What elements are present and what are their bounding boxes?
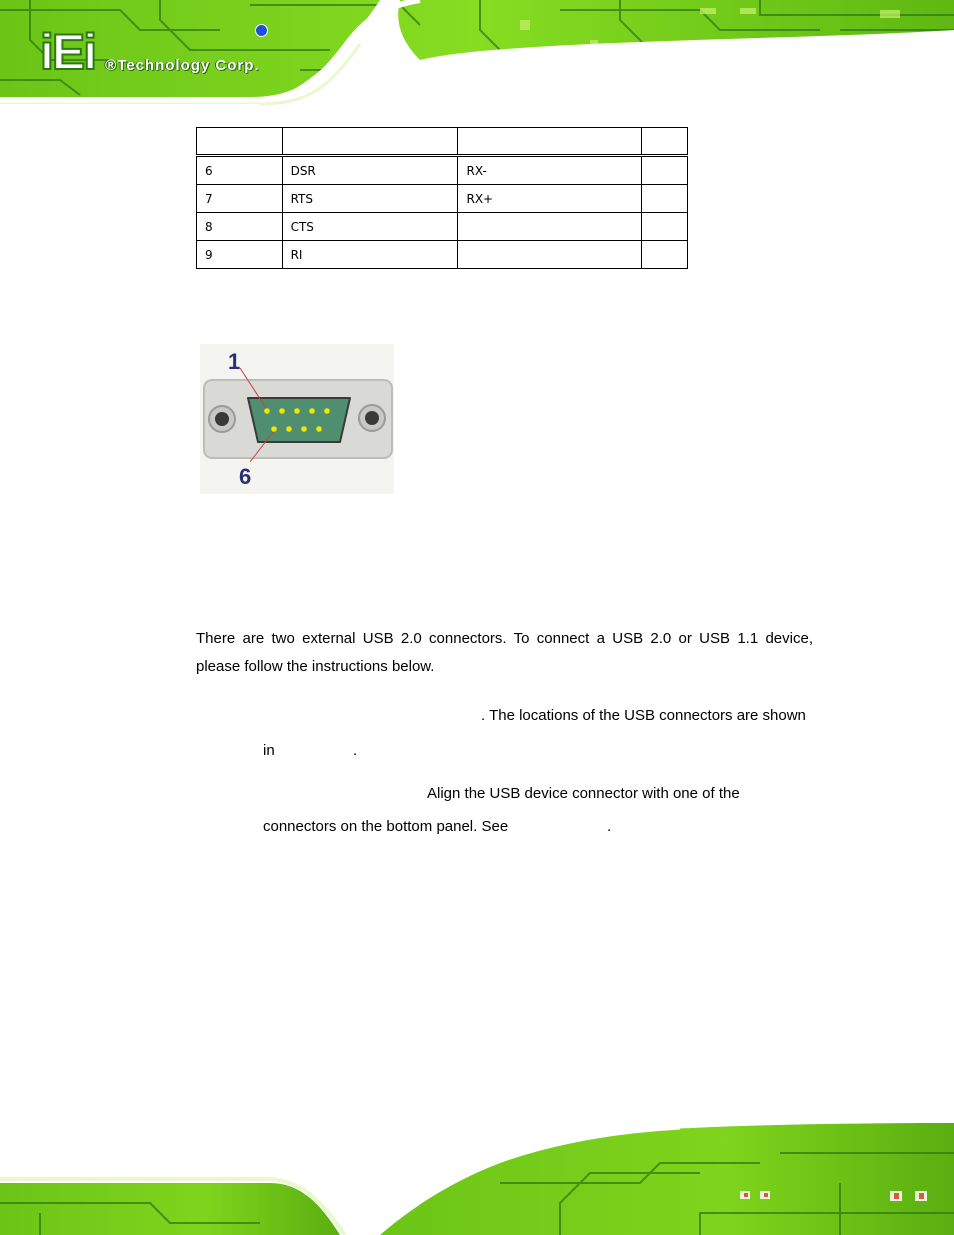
step1-text-in: in bbox=[263, 742, 275, 759]
serial-pinout-table bbox=[196, 127, 688, 269]
step2-text-period: . bbox=[607, 818, 612, 835]
table-cell bbox=[641, 185, 687, 213]
logo-dot-icon bbox=[255, 24, 268, 37]
circuit-board-footer bbox=[0, 1123, 954, 1235]
table-cell: RX- bbox=[458, 156, 641, 185]
db9-connector-figure bbox=[200, 344, 394, 494]
table-cell: 6 bbox=[197, 156, 283, 185]
table-cell bbox=[641, 156, 687, 185]
company-logo bbox=[40, 24, 260, 80]
table-header-cell bbox=[282, 128, 458, 156]
table-cell: RX+ bbox=[458, 185, 641, 213]
table-row bbox=[197, 156, 688, 185]
step1-text-period: . bbox=[353, 742, 358, 759]
table-cell: DSR bbox=[282, 156, 458, 185]
table-header-cell bbox=[458, 128, 641, 156]
table-cell bbox=[458, 241, 641, 269]
table-row bbox=[197, 185, 688, 213]
table-cell: 9 bbox=[197, 241, 283, 269]
table-row bbox=[197, 213, 688, 241]
step2-text-connectors: connectors on the bottom panel. See bbox=[263, 818, 509, 835]
table-header-row bbox=[197, 128, 688, 156]
logo-subtitle: ®Technology Corp. bbox=[105, 57, 260, 74]
table-header-cell bbox=[197, 128, 283, 156]
table-cell: RTS bbox=[282, 185, 458, 213]
table-cell: 7 bbox=[197, 185, 283, 213]
table-cell bbox=[458, 213, 641, 241]
db9-connector-icon bbox=[200, 344, 394, 494]
logo-mark: iEi bbox=[40, 24, 96, 80]
pin-6-label: 6 bbox=[239, 464, 252, 489]
table-cell: 8 bbox=[197, 213, 283, 241]
pin-1-label: 1 bbox=[228, 349, 241, 374]
usb-intro-paragraph: There are two external USB 2.0 connectors. To connect a USB 2.0 or USB 1.1 device, please follow the instructions below. bbox=[196, 630, 813, 675]
table-cell: CTS bbox=[282, 213, 458, 241]
step1-text: . The locations of the USB connectors are shown bbox=[481, 707, 806, 724]
table-row bbox=[197, 241, 688, 269]
step2-text: Align the USB device connector with one of the bbox=[427, 785, 740, 802]
table-cell bbox=[641, 213, 687, 241]
page-header bbox=[0, 0, 954, 118]
table-cell: RI bbox=[282, 241, 458, 269]
table-header-cell bbox=[641, 128, 687, 156]
table-cell bbox=[641, 241, 687, 269]
page-footer bbox=[0, 1123, 954, 1235]
